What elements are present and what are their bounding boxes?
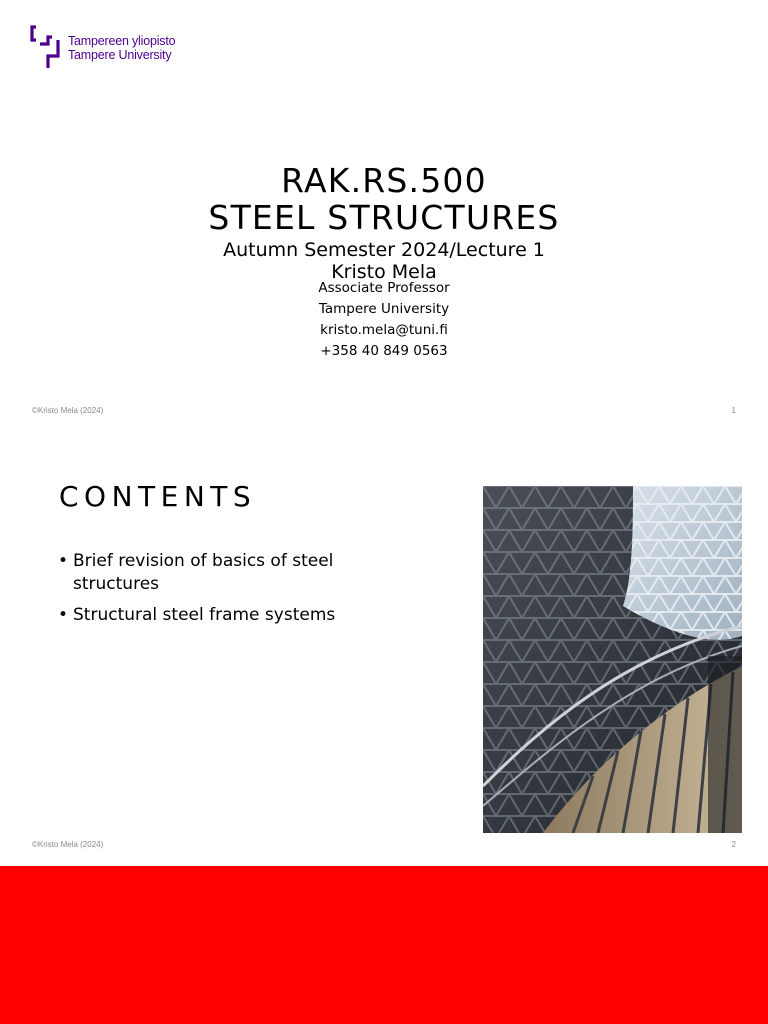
page-number: 1	[731, 406, 736, 415]
red-band	[0, 866, 768, 1024]
lecturer-name: Kristo Mela	[331, 261, 437, 283]
list-item-text: Brief revision of basics of steel structures	[73, 551, 334, 594]
photo-illustration	[483, 486, 742, 833]
slide-contents	[0, 432, 768, 866]
tampere-university-logo-icon	[28, 24, 64, 72]
contents-heading: CONTENTS	[59, 480, 257, 513]
contents-list	[58, 550, 358, 635]
footer-copyright: ©Kristo Mela (2024)	[32, 840, 104, 849]
list-item	[58, 604, 358, 627]
bullet-icon: •	[58, 605, 69, 625]
title-block	[0, 162, 768, 362]
footer-copyright: ©Kristo Mela (2024)	[32, 406, 104, 415]
logo-line-english: Tampere University	[68, 48, 172, 62]
slide-title	[0, 0, 768, 432]
lecturer-affiliation: Tampere University	[318, 301, 450, 317]
course-name: STEEL STRUCTURES	[208, 198, 560, 237]
university-logo	[28, 24, 175, 72]
logo-text	[68, 34, 175, 62]
logo-line-finnish: Tampereen yliopisto	[68, 34, 176, 48]
course-code: RAK.RS.500	[281, 161, 487, 200]
lecturer-email: kristo.mela@tuni.fi	[320, 322, 448, 338]
lecturer-title: Associate Professor	[318, 280, 450, 296]
page-number: 2	[731, 840, 736, 849]
list-item-text: Structural steel frame systems	[73, 605, 336, 625]
list-item	[58, 550, 358, 596]
lecture-info: Autumn Semester 2024/Lecture 1	[223, 239, 545, 261]
bullet-icon: •	[58, 551, 69, 571]
steel-roof-structure-photo	[483, 486, 742, 833]
lecturer-phone: +358 40 849 0563	[320, 343, 448, 359]
